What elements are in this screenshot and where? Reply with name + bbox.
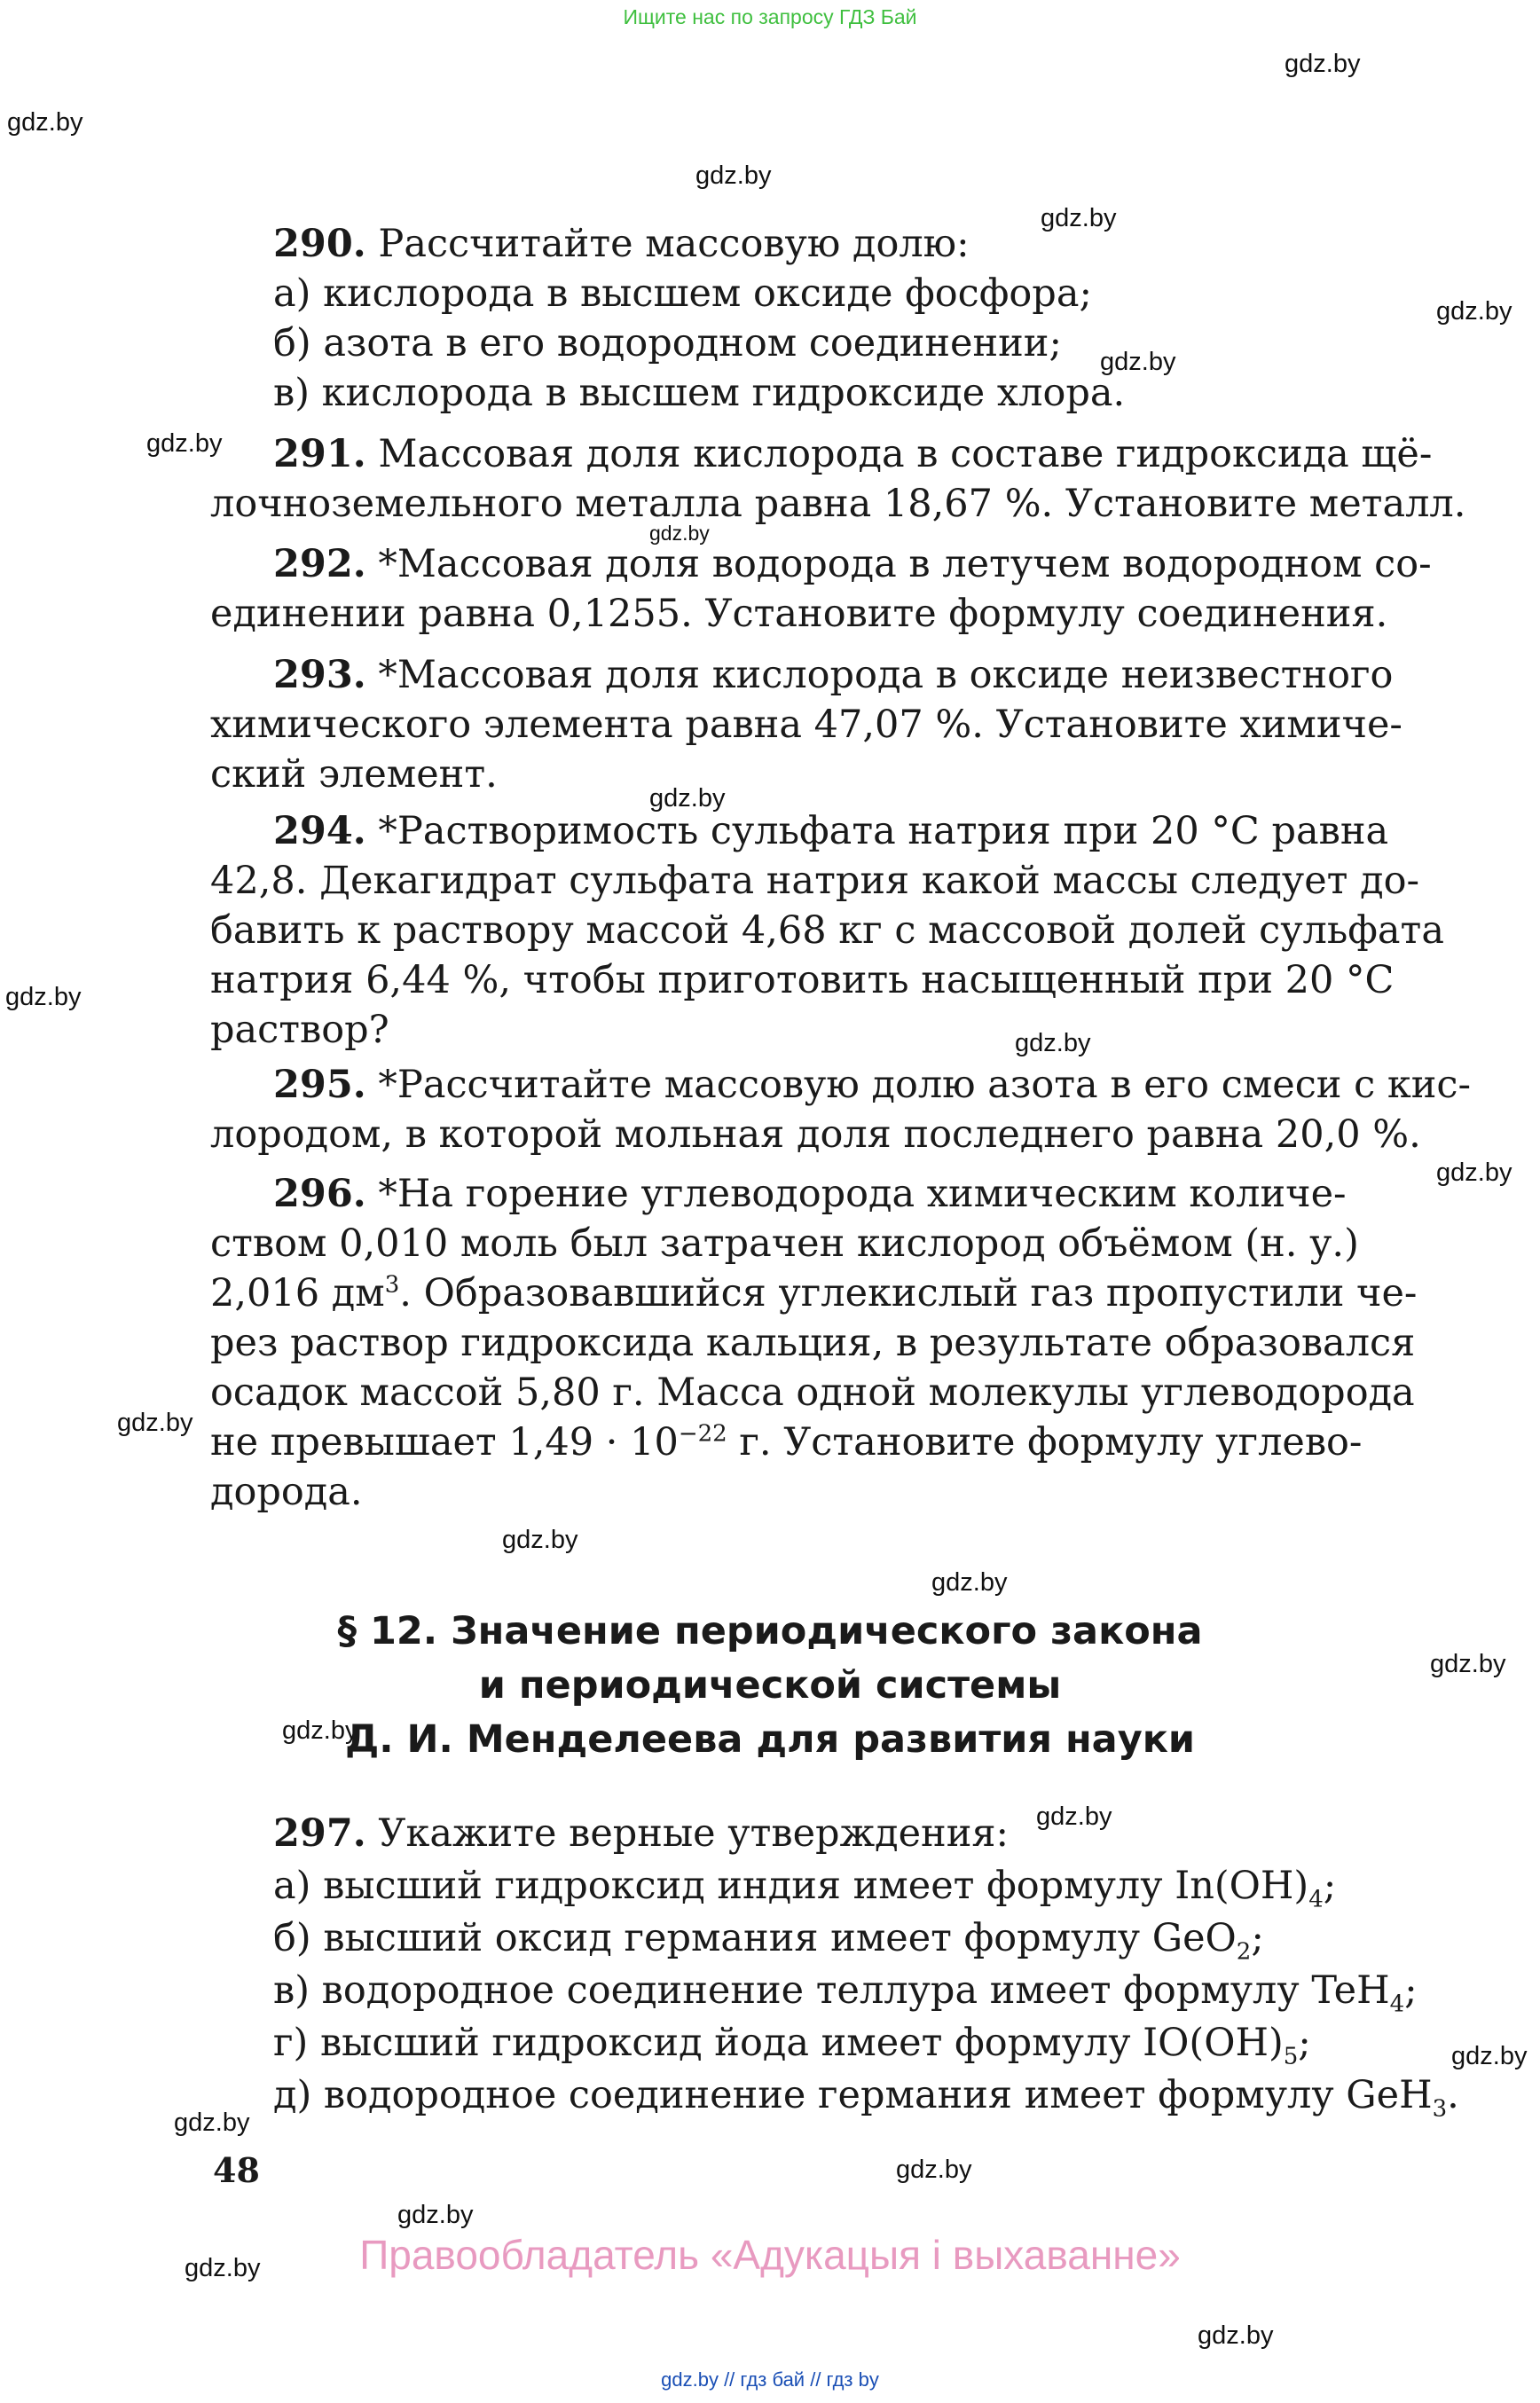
task-297-option-a bbox=[273, 1862, 1336, 1911]
task-296-line bbox=[273, 1170, 1347, 1219]
copyright-notice: Правообладатель «Адукацыя і выхаванне» bbox=[359, 2232, 1181, 2278]
option-text: в) водородное соединение теллура имеет формулу TeH bbox=[273, 1968, 1390, 2013]
task-text: Рассчитайте массовую долю: bbox=[378, 222, 970, 266]
task-text: *Растворимость сульфата натрия при 20 °С равна bbox=[378, 809, 1389, 853]
watermark: gdz.by bbox=[146, 429, 223, 458]
task-293-line: ский элемент. bbox=[210, 752, 498, 797]
watermark: gdz.by bbox=[282, 1716, 358, 1745]
subscript: 4 bbox=[1389, 1991, 1405, 2018]
task-294-line: натрия 6,44 %, чтобы приготовить насыщенный при 20 °С bbox=[210, 958, 1395, 1002]
task-292-line: единении равна 0,1255. Установите формулу соединения. bbox=[210, 592, 1388, 636]
task-number: 292. bbox=[273, 542, 366, 586]
watermark: gdz.by bbox=[185, 2254, 261, 2282]
task-text: *На горение углеводорода химическим количе- bbox=[378, 1172, 1347, 1216]
option-punct: ; bbox=[1251, 1916, 1264, 1960]
superscript: 3 bbox=[384, 1271, 400, 1299]
task-296-line: рез раствор гидроксида кальция, в результате образовался bbox=[210, 1321, 1416, 1365]
task-296-line bbox=[210, 1418, 1362, 1467]
task-293-line bbox=[273, 651, 1393, 700]
task-296-line: ством 0,010 моль был затрачен кислород объёмом (н. у.) bbox=[210, 1221, 1359, 1266]
task-297-option-e bbox=[273, 2071, 1459, 2123]
task-295-line: лородом, в которой мольная доля последнего равна 20,0 %. bbox=[210, 1112, 1421, 1157]
task-text: Укажите верные утверждения: bbox=[378, 1811, 1009, 1856]
task-text: Массовая доля кислорода в составе гидроксида щё- bbox=[378, 432, 1433, 476]
watermark: gdz.by bbox=[1451, 2042, 1528, 2070]
watermark: gdz.by bbox=[1036, 1802, 1112, 1831]
task-number: 293. bbox=[273, 653, 366, 697]
option-punct: . bbox=[1447, 2073, 1459, 2117]
task-294-line: раствор? bbox=[210, 1008, 389, 1052]
option-text: а) высший гидроксид индия имеет формулу In(OH) bbox=[273, 1864, 1309, 1908]
task-297-option-d bbox=[273, 2019, 1311, 2068]
watermark: gdz.by bbox=[1285, 50, 1361, 78]
watermark: gdz.by bbox=[502, 1526, 578, 1554]
task-number: 290. bbox=[273, 222, 366, 266]
task-text: *Рассчитайте массовую долю азота в его смеси с кис- bbox=[378, 1063, 1472, 1107]
task-297-line bbox=[273, 1810, 1009, 1858]
watermark: gdz.by bbox=[1430, 1650, 1506, 1678]
subscript: 4 bbox=[1308, 1886, 1324, 1913]
watermark: gdz.by bbox=[695, 161, 772, 190]
task-text: *Массовая доля кислорода в оксиде неизвестного bbox=[378, 653, 1394, 697]
top-banner[interactable]: Ищите нас по запросу ГДЗ Бай bbox=[623, 5, 917, 28]
watermark: gdz.by bbox=[1436, 1158, 1512, 1187]
watermark: gdz.by bbox=[5, 983, 82, 1011]
option-text: б) высший оксид германия имеет формулу GeO bbox=[273, 1916, 1237, 1960]
task-text: г. Установите формулу углево- bbox=[727, 1420, 1363, 1465]
watermark: gdz.by bbox=[7, 108, 83, 137]
task-294-line bbox=[273, 807, 1388, 856]
subscript: 2 bbox=[1236, 1938, 1252, 1966]
watermark: gdz.by bbox=[649, 784, 726, 813]
task-number: 291. bbox=[273, 432, 366, 476]
task-292-line bbox=[273, 540, 1432, 589]
task-296-line: осадок массой 5,80 г. Масса одной молекулы углеводорода bbox=[210, 1370, 1415, 1415]
option-text: д) водородное соединение германия имеет формулу GeH bbox=[273, 2073, 1433, 2117]
task-294-line: 42,8. Декагидрат сульфата натрия какой массы следует до- bbox=[210, 859, 1420, 903]
task-number: 295. bbox=[273, 1063, 366, 1107]
task-text: *Массовая доля водорода в летучем водородном со- bbox=[378, 542, 1432, 586]
option-punct: ; bbox=[1404, 1968, 1418, 2013]
page-number: 48 bbox=[213, 2150, 260, 2190]
watermark: gdz.by bbox=[1100, 348, 1176, 376]
task-297-option-b bbox=[273, 1914, 1264, 1966]
watermark: gdz.by bbox=[397, 2201, 474, 2229]
task-296-line: дорода. bbox=[210, 1470, 363, 1514]
task-text: . Образовавшийся углекислый газ пропустили че- bbox=[399, 1271, 1418, 1315]
superscript: −22 bbox=[678, 1420, 727, 1448]
task-number: 296. bbox=[273, 1172, 366, 1216]
task-291-line: лочноземельного металла равна 18,67 %. Установите металл. bbox=[210, 482, 1466, 526]
task-291-line bbox=[273, 430, 1432, 479]
section-heading-line: и периодической системы bbox=[478, 1663, 1062, 1708]
task-number: 297. bbox=[273, 1811, 366, 1856]
watermark: gdz.by bbox=[649, 522, 710, 545]
watermark: gdz.by bbox=[174, 2109, 250, 2137]
task-number: 294. bbox=[273, 809, 366, 853]
task-290-line bbox=[273, 220, 970, 269]
watermark: gdz.by bbox=[931, 1568, 1008, 1597]
watermark: gdz.by bbox=[896, 2156, 972, 2184]
task-290-option-b: б) азота в его водородном соединении; bbox=[273, 321, 1062, 365]
task-295-line bbox=[273, 1061, 1471, 1110]
task-290-option-a: а) кислорода в высшем оксиде фосфора; bbox=[273, 271, 1092, 316]
subscript: 3 bbox=[1432, 2095, 1448, 2123]
task-text: не превышает 1,49 · 10 bbox=[210, 1420, 679, 1465]
watermark: gdz.by bbox=[1198, 2321, 1274, 2350]
task-293-line: химического элемента равна 47,07 %. Установите химиче- bbox=[210, 703, 1402, 747]
section-heading-line: § 12. Значение периодического закона bbox=[337, 1609, 1203, 1653]
watermark: gdz.by bbox=[117, 1409, 193, 1437]
footer-links[interactable]: gdz.by // гдз бай // гдз by bbox=[661, 2368, 879, 2391]
option-punct: ; bbox=[1323, 1864, 1337, 1908]
subscript: 5 bbox=[1283, 2043, 1299, 2070]
task-text: 2,016 дм bbox=[210, 1271, 385, 1315]
task-290-option-c: в) кислорода в высшем гидроксиде хлора. bbox=[273, 371, 1126, 415]
option-punct: ; bbox=[1298, 2021, 1311, 2065]
task-297-option-c bbox=[273, 1967, 1418, 2018]
option-text: г) высший гидроксид йода имеет формулу IO(OH) bbox=[273, 2021, 1284, 2065]
watermark: gdz.by bbox=[1015, 1029, 1091, 1057]
watermark: gdz.by bbox=[1041, 204, 1117, 232]
task-296-line bbox=[210, 1269, 1417, 1318]
watermark: gdz.by bbox=[1436, 297, 1512, 326]
section-heading-line: Д. И. Менделеева для развития науки bbox=[344, 1717, 1196, 1762]
task-294-line: бавить к раствору массой 4,68 кг с массовой долей сульфата bbox=[210, 908, 1444, 953]
